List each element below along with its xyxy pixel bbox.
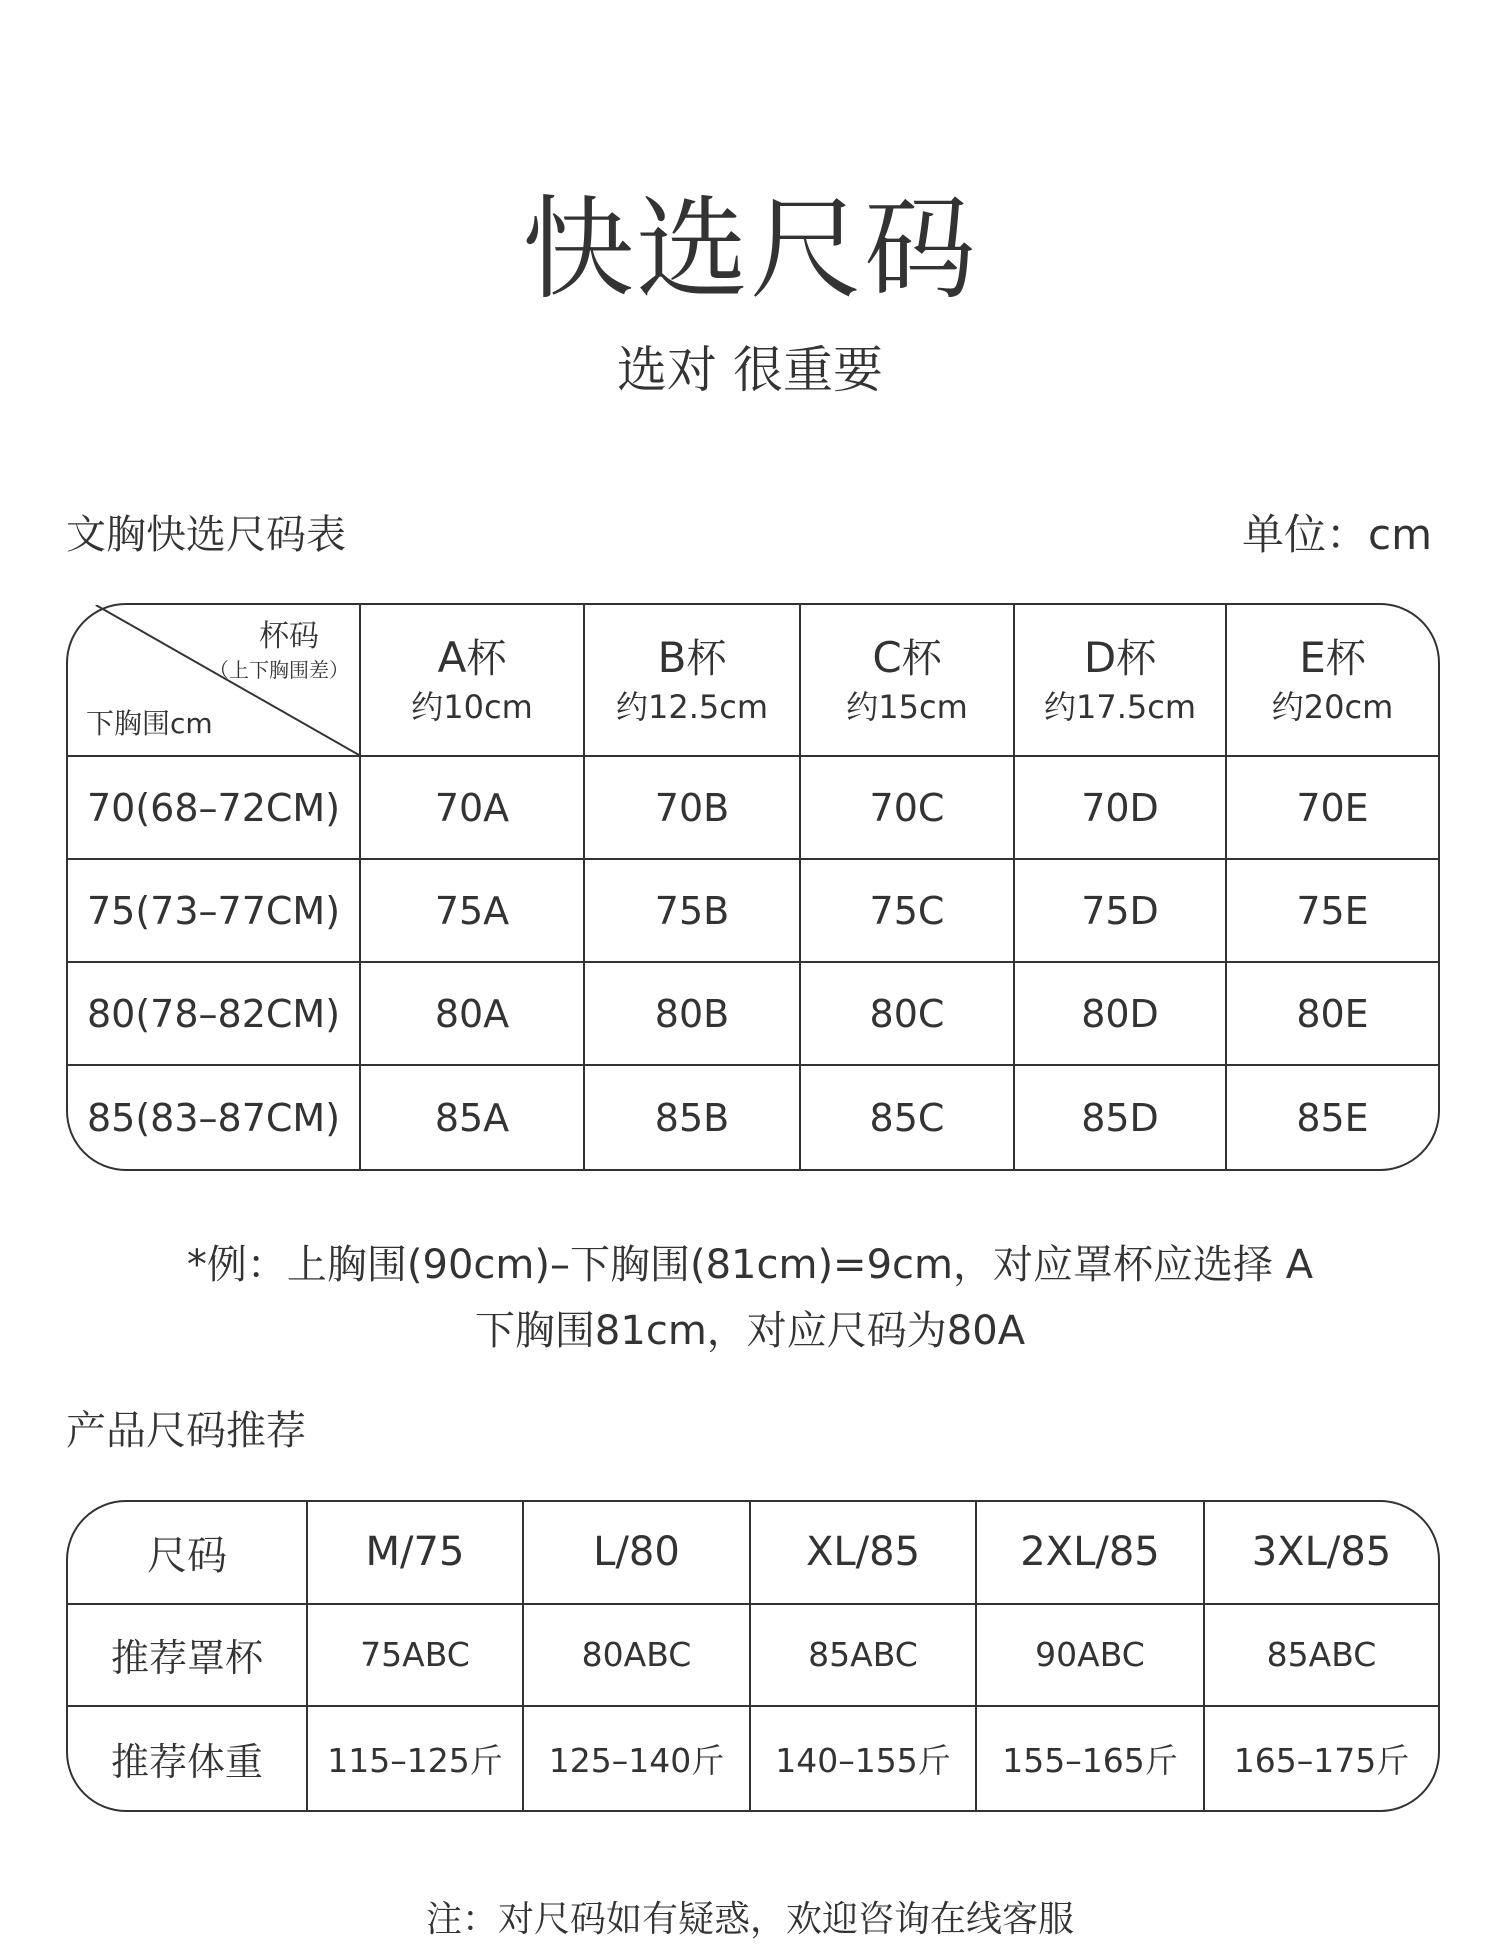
cup-letter: E — [1299, 632, 1326, 682]
recommended-weight-cell: 125–140斤 — [524, 1707, 751, 1810]
size-cell: 85C — [801, 1066, 1015, 1169]
size-cell: 70B — [585, 757, 801, 860]
table-row — [68, 963, 1438, 1066]
bra-table-header-row — [68, 605, 1438, 757]
cup-suffix: 杯 — [1325, 635, 1366, 682]
cup-suffix: 杯 — [466, 635, 507, 682]
product-size-cell: 3XL/85 — [1205, 1502, 1438, 1605]
table-row — [68, 860, 1438, 963]
cup-difference: 约10cm — [411, 687, 533, 726]
weight-row-label: 推荐体重 — [68, 1707, 308, 1810]
bra-section-title: 文胸快选尺码表 — [66, 512, 346, 558]
product-section-title: 产品尺码推荐 — [66, 1408, 306, 1454]
example-line-2: 下胸围81cm，对应尺码为80A — [474, 1308, 1026, 1354]
size-cell: 70A — [361, 757, 585, 860]
recommended-cup-cell: 85ABC — [1205, 1605, 1438, 1708]
page-subtitle: 选对 很重要 — [617, 341, 883, 399]
underbust-label: 下胸围cm — [86, 707, 213, 740]
size-cell: 85B — [585, 1066, 801, 1169]
cup-suffix: 杯 — [686, 635, 727, 682]
product-size-cell: L/80 — [524, 1502, 751, 1605]
cup-header-c — [801, 605, 1015, 757]
product-size-cell: XL/85 — [751, 1502, 977, 1605]
size-cell: 75D — [1015, 860, 1227, 963]
size-row-label: 尺码 — [68, 1502, 308, 1605]
cup-difference: 约17.5cm — [1043, 687, 1197, 726]
size-cell: 75B — [585, 860, 801, 963]
table-row — [68, 1707, 1438, 1810]
size-cell: 80E — [1227, 963, 1438, 1066]
band-size-cell: 75(73–77CM) — [68, 860, 361, 963]
cup-header-b — [585, 605, 801, 757]
size-cell: 80A — [361, 963, 585, 1066]
product-size-cell: M/75 — [308, 1502, 524, 1605]
band-size-cell: 70(68–72CM) — [68, 757, 361, 860]
size-cell: 85D — [1015, 1066, 1227, 1169]
size-cell: 85E — [1296, 1095, 1369, 1140]
size-cell: 75E — [1227, 860, 1438, 963]
cup-letter: C — [872, 632, 902, 682]
cup-difference: 约15cm — [846, 687, 968, 726]
example-line-1: *例：上胸围(90cm)–下胸围(81cm)=9cm，对应罩杯应选择 A — [186, 1242, 1314, 1288]
cup-difference: 约12.5cm — [615, 687, 769, 726]
recommended-weight-cell: 115–125斤 — [308, 1707, 524, 1810]
size-cell: 85A — [361, 1066, 585, 1169]
cup-letter: B — [657, 632, 687, 682]
size-cell: 75C — [801, 860, 1015, 963]
page-title: 快选尺码 — [522, 185, 978, 315]
cup-header-e — [1227, 605, 1438, 757]
unit-label: 单位：cm — [1241, 510, 1432, 559]
cup-header-a — [361, 605, 585, 757]
size-cell: 80D — [1015, 963, 1227, 1066]
recommended-cup-cell: 85ABC — [751, 1605, 977, 1708]
cup-suffix: 杯 — [1116, 635, 1157, 682]
recommended-cup-cell: 80ABC — [524, 1605, 751, 1708]
cup-difference-label: （上下胸围差） — [209, 658, 349, 682]
recommended-weight-cell: 165–175斤 — [1233, 1741, 1410, 1781]
product-size-cell: 2XL/85 — [977, 1502, 1205, 1605]
size-cell: 80C — [801, 963, 1015, 1066]
cup-header-d — [1015, 605, 1227, 757]
recommended-cup-cell: 90ABC — [977, 1605, 1205, 1708]
corner-header-cell — [68, 605, 361, 757]
size-cell: 80B — [585, 963, 801, 1066]
footer-note: 注：对尺码如有疑惑，欢迎咨询在线客服 — [425, 1899, 1074, 1940]
recommended-weight-cell: 140–155斤 — [751, 1707, 977, 1810]
table-row — [68, 1066, 1438, 1169]
size-cell: 70D — [1015, 757, 1227, 860]
product-size-table — [66, 1500, 1440, 1812]
size-cell: 70C — [801, 757, 1015, 860]
table-row — [68, 757, 1438, 860]
bra-size-table — [66, 603, 1440, 1171]
cup-letter: A — [437, 632, 467, 682]
table-row — [68, 1502, 1438, 1605]
cup-size-label: 杯码 — [259, 619, 319, 654]
cup-row-label: 推荐罩杯 — [68, 1605, 308, 1708]
band-size-cell: 80(78–82CM) — [68, 963, 361, 1066]
cup-letter: D — [1083, 632, 1117, 682]
band-size-cell: 85(83–87CM) — [68, 1066, 361, 1169]
size-cell: 75A — [361, 860, 585, 963]
size-cell: 70E — [1227, 757, 1438, 860]
recommended-cup-cell: 75ABC — [308, 1605, 524, 1708]
recommended-weight-cell: 155–165斤 — [977, 1707, 1205, 1810]
table-row — [68, 1605, 1438, 1708]
cup-difference: 约20cm — [1271, 687, 1394, 726]
cup-suffix: 杯 — [901, 635, 942, 682]
